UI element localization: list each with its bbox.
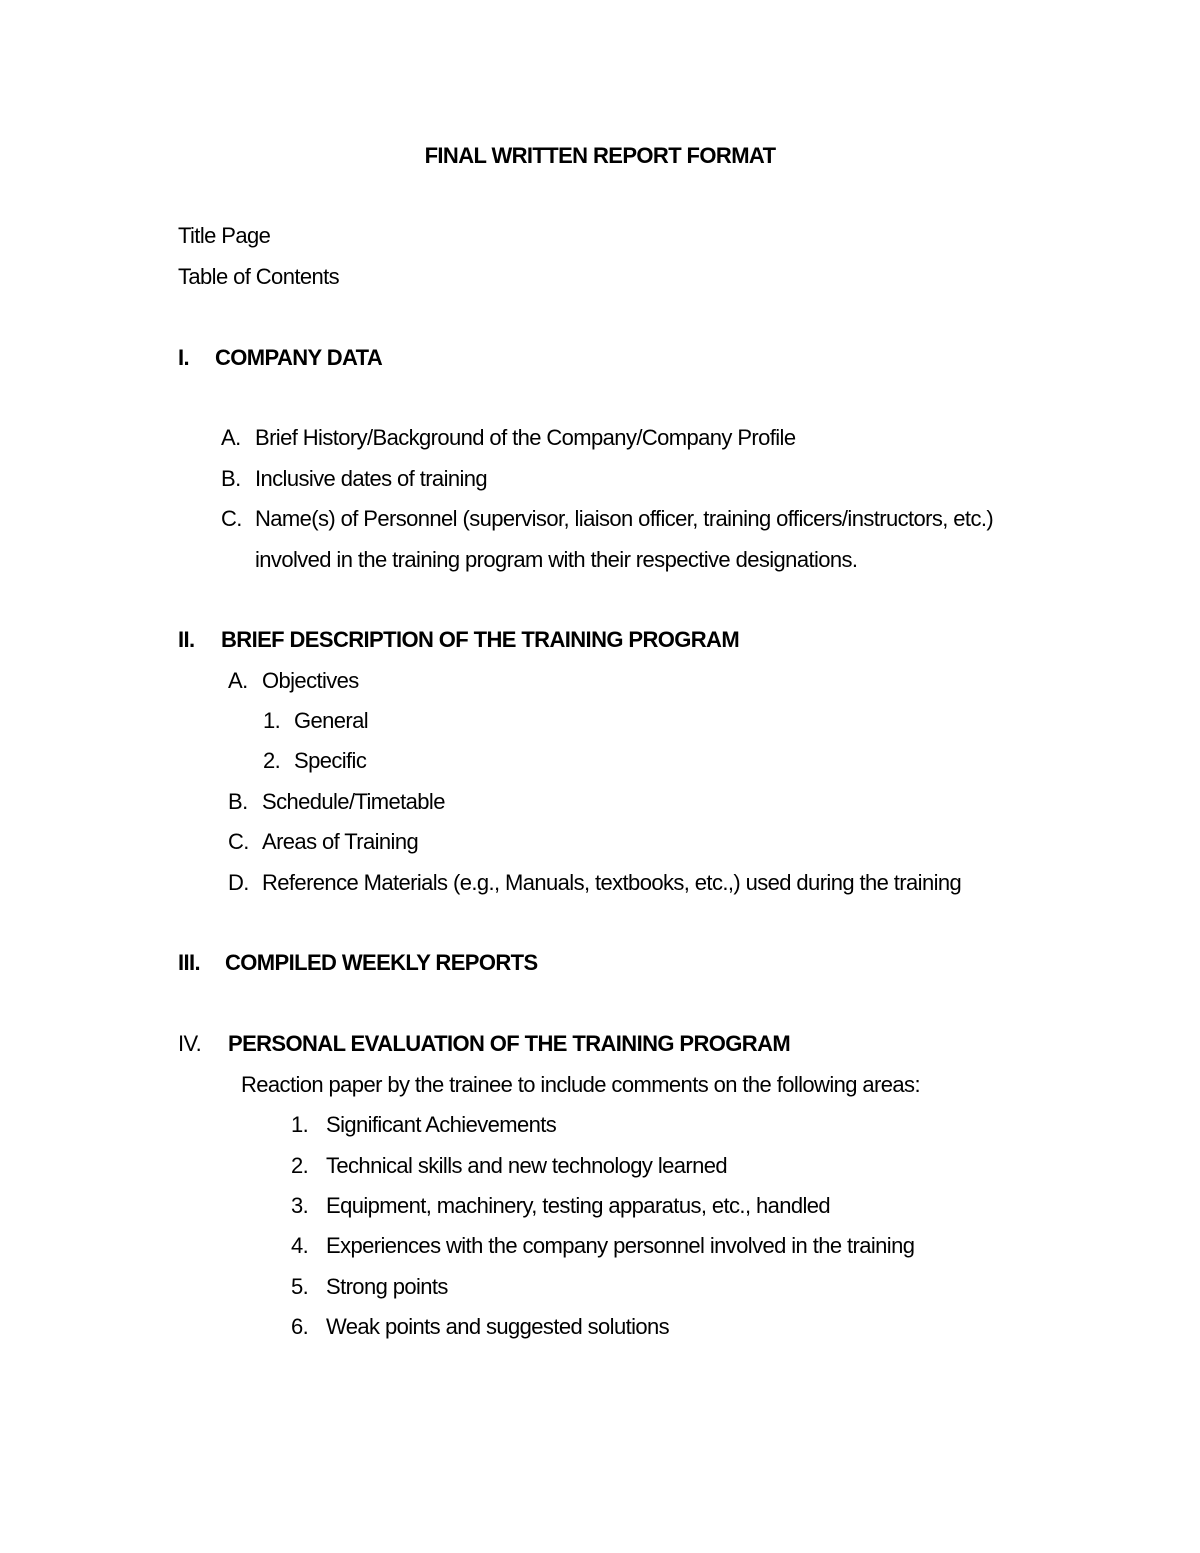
section-2-subitem-1-text: General xyxy=(294,708,369,733)
section-4-item-4-marker: 4. xyxy=(291,1233,309,1258)
section-2-item-c-text: Areas of Training xyxy=(262,829,419,854)
section-2-item-d-text: Reference Materials (e.g., Manuals, textbooks, etc.,) used during the training xyxy=(262,870,962,895)
section-2-item-a-marker: A. xyxy=(228,668,248,693)
section-3-heading: COMPILED WEEKLY REPORTS xyxy=(225,950,538,975)
section-2-subitem-2-text: Specific xyxy=(294,748,367,773)
document-title: FINAL WRITTEN REPORT FORMAT xyxy=(424,143,776,168)
section-2-item-d-marker: D. xyxy=(228,870,249,895)
section-1-item-c-marker: C. xyxy=(221,506,242,531)
section-2-item-c-marker: C. xyxy=(228,829,249,854)
section-1-item-c-continuation: involved in the training program with their respective designations. xyxy=(255,547,858,572)
section-2-heading: BRIEF DESCRIPTION OF THE TRAINING PROGRAM xyxy=(221,627,740,652)
section-2-item-b-marker: B. xyxy=(228,789,248,814)
section-4-item-3-text: Equipment, machinery, testing apparatus, etc., handled xyxy=(326,1193,831,1218)
section-2-item-a-text: Objectives xyxy=(262,668,359,693)
section-4-intro: Reaction paper by the trainee to include comments on the following areas: xyxy=(241,1072,920,1097)
section-4-item-5-text: Strong points xyxy=(326,1274,448,1299)
section-4-item-4-text: Experiences with the company personnel involved in the training xyxy=(326,1233,915,1258)
section-2-subitem-1-marker: 1. xyxy=(263,708,281,733)
section-4-item-6-marker: 6. xyxy=(291,1314,309,1339)
section-4-item-6-text: Weak points and suggested solutions xyxy=(326,1314,670,1339)
section-3-numeral: III. xyxy=(178,950,201,975)
section-4-numeral: IV. xyxy=(178,1031,202,1056)
section-1-item-a-marker: A. xyxy=(221,425,241,450)
section-1-item-c-text: Name(s) of Personnel (supervisor, liaison officer, training officers/instructors, etc.) xyxy=(255,506,994,531)
section-1-item-b-marker: B. xyxy=(221,466,241,491)
front-matter-title-page: Title Page xyxy=(178,223,271,248)
section-4-item-2-marker: 2. xyxy=(291,1153,309,1178)
section-2-numeral: II. xyxy=(178,627,195,652)
section-4-item-2-text: Technical skills and new technology learned xyxy=(326,1153,728,1178)
section-4-item-1-text: Significant Achievements xyxy=(326,1112,557,1137)
section-4-item-1-marker: 1. xyxy=(291,1112,309,1137)
front-matter-table-of-contents: Table of Contents xyxy=(178,264,340,289)
section-4-item-5-marker: 5. xyxy=(291,1274,309,1299)
section-1-heading: COMPANY DATA xyxy=(215,345,383,370)
section-4-item-3-marker: 3. xyxy=(291,1193,309,1218)
section-4-heading: PERSONAL EVALUATION OF THE TRAINING PROGRAM xyxy=(228,1031,791,1056)
section-2-item-b-text: Schedule/Timetable xyxy=(262,789,445,814)
section-1-numeral: I. xyxy=(178,345,190,370)
section-1-item-a-text: Brief History/Background of the Company/Company Profile xyxy=(255,425,796,450)
section-2-subitem-2-marker: 2. xyxy=(263,748,281,773)
section-1-item-b-text: Inclusive dates of training xyxy=(255,466,488,491)
